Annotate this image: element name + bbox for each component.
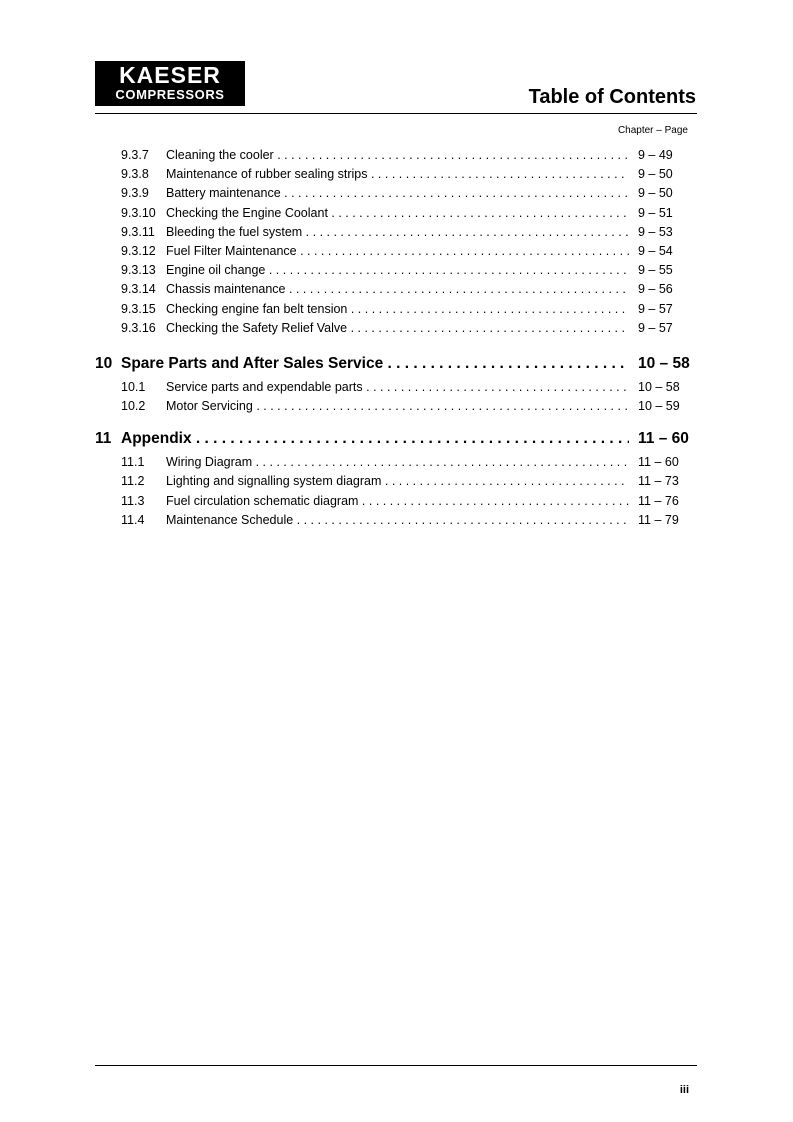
logo-subtitle: COMPRESSORS (115, 87, 225, 102)
toc-entry[interactable] (95, 319, 697, 338)
chapter-title: Spare Parts and After Sales Service . . . (121, 352, 629, 376)
logo-wordmark: KAESER (119, 62, 221, 88)
entry-number: 9.3.8 (121, 167, 149, 182)
page-number: iii (679, 1084, 689, 1096)
entry-number: 9.3.14 (121, 282, 156, 297)
entry-title: Checking the Safety Relief Valve . . . (166, 319, 629, 338)
chapter-number: 10 (95, 354, 113, 372)
entry-number: 9.3.9 (121, 186, 149, 201)
footer-divider (95, 1065, 697, 1066)
entry-number: 10.2 (121, 399, 146, 414)
entry-page: 11 – 60 (638, 455, 679, 470)
toc-entry[interactable] (95, 280, 697, 299)
entry-page: 10 – 59 (638, 399, 680, 414)
entry-page: 9 – 50 (638, 167, 673, 182)
toc-chapter-11[interactable] (95, 427, 697, 451)
entry-number: 10.1 (121, 379, 146, 394)
entry-title: Service parts and expendable parts . . . (166, 378, 629, 397)
entry-title: Cleaning the cooler . . . (166, 146, 629, 165)
entry-title: Engine oil change . . . (166, 261, 629, 280)
toc-entry[interactable] (95, 300, 697, 319)
entry-number: 11.4 (121, 512, 145, 527)
toc-entry[interactable] (95, 472, 697, 491)
chapter-page: 10 – 58 (638, 354, 690, 372)
toc-list (95, 146, 697, 530)
entry-number: 9.3.11 (121, 224, 155, 239)
header-divider (95, 113, 697, 114)
toc-entry[interactable] (95, 204, 697, 223)
entry-page: 9 – 54 (638, 243, 673, 258)
chapter-page-caption: Chapter – Page (617, 125, 688, 136)
entry-number: 11.1 (121, 455, 145, 470)
entry-title: Bleeding the fuel system . . . (166, 223, 629, 242)
entry-page: 9 – 57 (638, 320, 673, 335)
entry-page: 9 – 56 (638, 282, 673, 297)
entry-page: 11 – 73 (638, 474, 679, 489)
chapter-page: 11 – 60 (638, 430, 689, 448)
entry-title: Maintenance Schedule . . . (166, 511, 629, 530)
chapter-title: Appendix . . . (121, 427, 629, 451)
entry-page: 9 – 50 (638, 186, 673, 201)
entry-page: 9 – 53 (638, 224, 673, 239)
toc-entry[interactable] (95, 223, 697, 242)
entry-page: 9 – 55 (638, 263, 673, 278)
toc-entry[interactable] (95, 397, 697, 416)
entry-number: 11.2 (121, 474, 145, 489)
entry-title: Checking engine fan belt tension . . . (166, 300, 629, 319)
entry-number: 9.3.16 (121, 320, 156, 335)
entry-title: Chassis maintenance . . . (166, 280, 629, 299)
toc-entry[interactable] (95, 492, 697, 511)
entry-title: Wiring Diagram . . . (166, 453, 629, 472)
entry-number: 9.3.13 (121, 263, 156, 278)
entry-title: Fuel circulation schematic diagram . . . (166, 492, 629, 511)
toc-entry[interactable] (95, 184, 697, 203)
toc-chapter-10[interactable] (95, 352, 697, 376)
entry-number: 9.3.15 (121, 301, 156, 316)
entry-title: Motor Servicing . . . (166, 397, 629, 416)
toc-entry[interactable] (95, 511, 697, 530)
entry-page: 9 – 57 (638, 301, 673, 316)
toc-entry[interactable] (95, 146, 697, 165)
entry-page: 10 – 58 (638, 379, 680, 394)
toc-entry[interactable] (95, 242, 697, 261)
toc-entry[interactable] (95, 261, 697, 280)
kaeser-logo (95, 61, 245, 106)
entry-title: Maintenance of rubber sealing strips . . . (166, 165, 629, 184)
entry-number: 9.3.10 (121, 205, 156, 220)
entry-page: 11 – 79 (638, 512, 679, 527)
toc-entry[interactable] (95, 165, 697, 184)
page-title: Table of Contents (528, 86, 696, 108)
entry-title: Battery maintenance . . . (166, 184, 629, 203)
entry-title: Fuel Filter Maintenance . . . (166, 242, 629, 261)
entry-page: 9 – 49 (638, 148, 673, 162)
entry-page: 11 – 76 (638, 493, 679, 508)
entry-page: 9 – 51 (638, 205, 673, 220)
entry-number: 9.3.12 (121, 243, 156, 258)
entry-number: 11.3 (121, 493, 145, 508)
entry-number: 9.3.7 (121, 148, 149, 162)
toc-entry[interactable] (95, 453, 697, 472)
toc-entry[interactable] (95, 378, 697, 397)
chapter-number: 11 (95, 430, 112, 448)
entry-title: Checking the Engine Coolant . . . (166, 204, 629, 223)
entry-title: Lighting and signalling system diagram . . . (166, 472, 629, 491)
